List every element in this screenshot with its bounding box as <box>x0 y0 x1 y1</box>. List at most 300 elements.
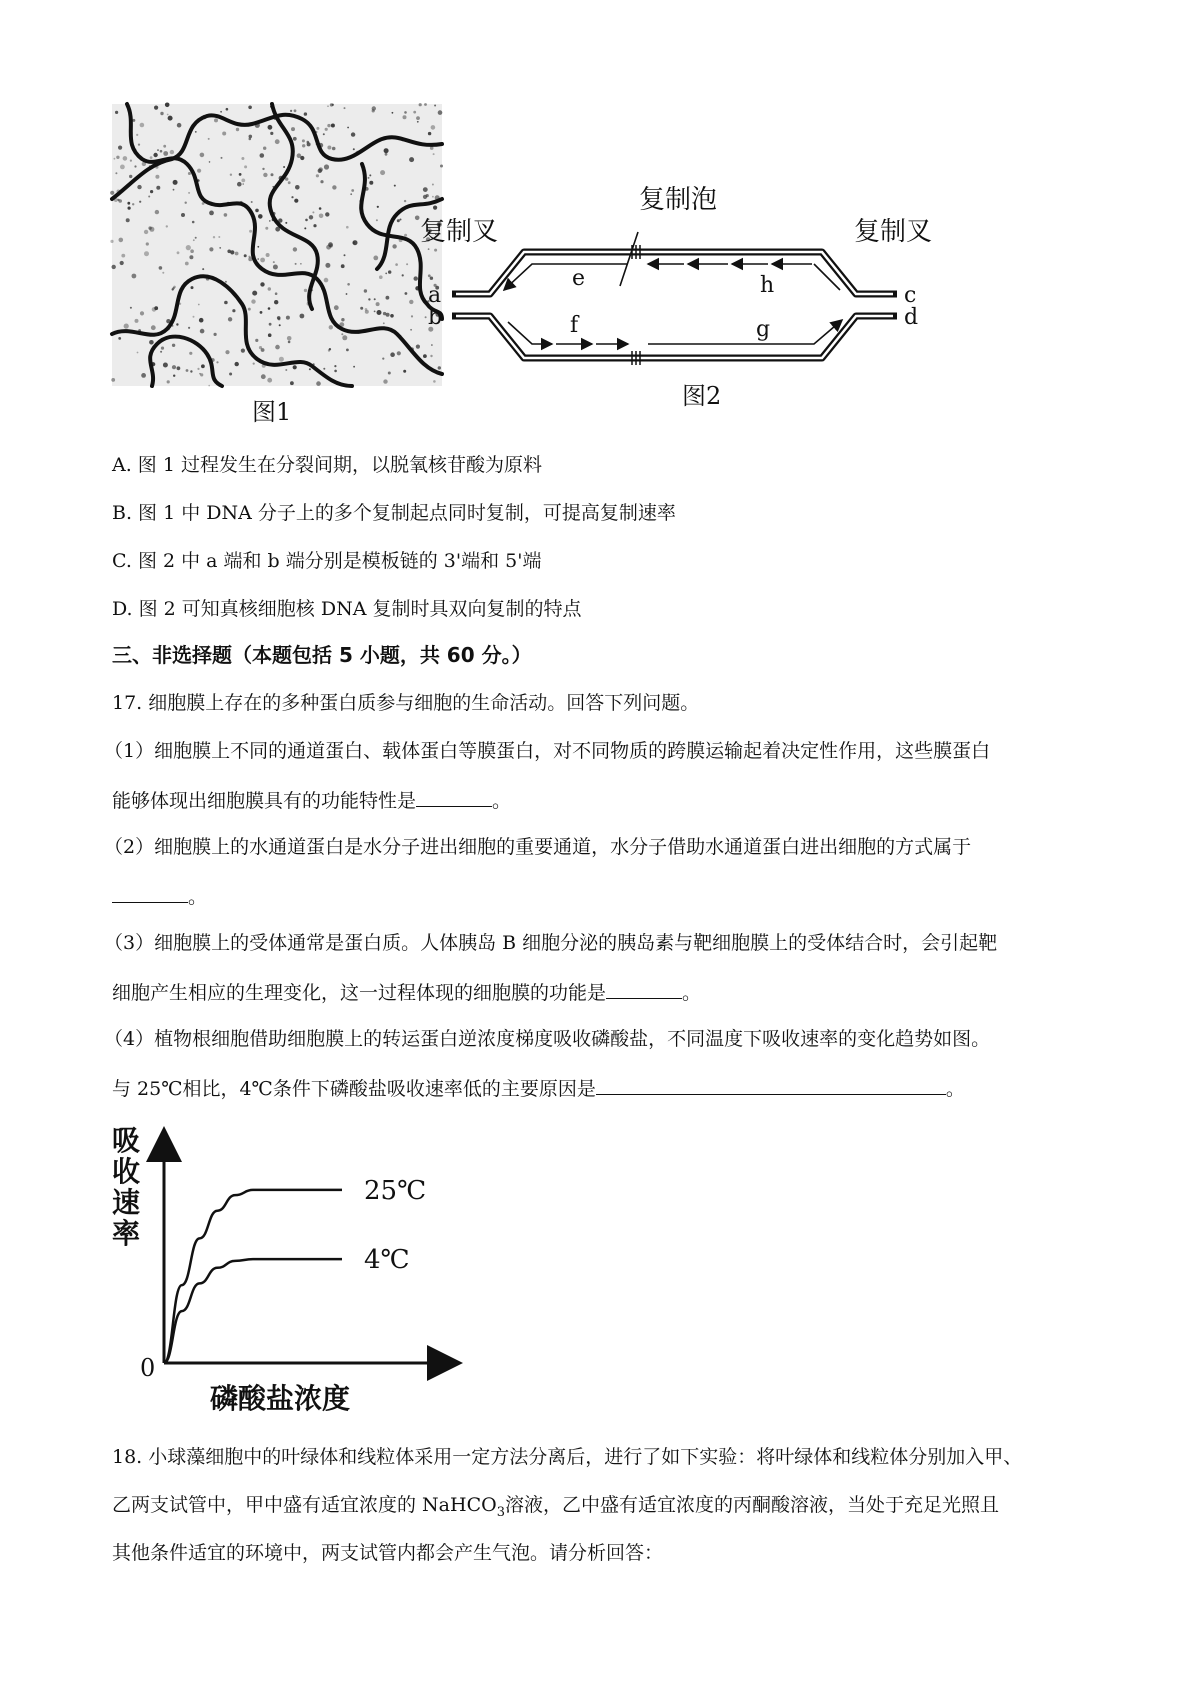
micrograph-speck <box>115 172 117 174</box>
micrograph-speck <box>411 315 413 317</box>
micrograph-speck <box>209 161 211 163</box>
micrograph-speck <box>112 265 116 269</box>
micrograph-speck <box>138 144 140 146</box>
micrograph-speck <box>291 196 293 198</box>
micrograph-speck <box>111 378 115 382</box>
micrograph-speck <box>266 253 270 257</box>
micrograph-speck <box>185 202 187 204</box>
micrograph-speck <box>283 166 285 168</box>
micrograph-speck <box>433 153 435 155</box>
x-axis-label: 磷酸盐浓度 <box>210 1382 351 1415</box>
micrograph-speck <box>347 127 349 129</box>
q17-stem: 17. 细胞膜上存在的多种蛋白质参与细胞的生命活动。回答下列问题。 <box>112 692 700 714</box>
micrograph-speck <box>224 213 228 217</box>
micrograph-speck <box>275 292 278 295</box>
micrograph-speck <box>376 219 378 221</box>
micrograph-speck <box>386 313 390 317</box>
micrograph-speck <box>323 133 325 135</box>
micrograph-speck <box>331 124 335 128</box>
micrograph-speck <box>173 189 175 191</box>
micrograph-speck <box>160 112 163 115</box>
micrograph-speck <box>173 180 178 185</box>
micrograph-speck <box>255 339 258 342</box>
micrograph-speck <box>302 144 305 147</box>
micrograph-speck <box>397 219 400 222</box>
micrograph-speck <box>332 185 336 189</box>
micrograph-speck <box>410 329 412 331</box>
micrograph-speck <box>225 350 229 354</box>
micrograph-speck <box>165 103 170 108</box>
q18-line3: 其他条件适宜的环境中，两支试管内都会产生气泡。请分析回答： <box>112 1542 664 1564</box>
q18-line2-b: 溶液，乙中盛有适宜浓度的丙酮酸溶液，当处于充足光照且 <box>504 1494 999 1516</box>
micrograph-speck <box>295 185 300 190</box>
micrograph-speck <box>360 307 363 310</box>
micrograph-speck <box>273 261 275 263</box>
micrograph-speck <box>148 196 150 198</box>
micrograph-speck <box>403 115 407 119</box>
q17-answer-blank-4[interactable] <box>596 1074 946 1095</box>
micrograph-speck <box>316 381 321 386</box>
micrograph-speck <box>434 105 436 107</box>
micrograph-speck <box>118 337 121 340</box>
micrograph-speck <box>159 266 163 270</box>
micrograph-speck <box>128 207 131 210</box>
micrograph-speck <box>221 157 223 159</box>
micrograph-speck <box>419 103 422 106</box>
micrograph-speck <box>324 278 329 283</box>
micrograph-speck <box>438 366 441 369</box>
micrograph-speck <box>369 181 373 185</box>
micrograph-speck <box>268 307 271 310</box>
micrograph-speck <box>341 264 345 268</box>
micrograph-speck <box>163 145 166 148</box>
micrograph-speck <box>151 325 156 330</box>
micrograph-speck <box>136 134 138 136</box>
micrograph-speck <box>241 179 245 183</box>
q17-end-mark-3: 。 <box>682 982 702 1004</box>
micrograph-speck <box>197 169 201 173</box>
micrograph-speck <box>364 289 367 292</box>
micrograph-speck <box>237 182 242 187</box>
micrograph-speck <box>249 138 252 141</box>
micrograph-speck <box>300 314 305 319</box>
micrograph-speck <box>290 110 292 112</box>
micrograph-speck <box>230 174 232 176</box>
micrograph-speck <box>268 333 272 337</box>
micrograph-speck <box>400 219 402 221</box>
figure-1-micrograph <box>112 104 442 386</box>
micrograph-speck <box>172 365 176 369</box>
micrograph-speck <box>325 263 330 268</box>
micrograph-speck <box>200 329 205 334</box>
fork-right-label: 复制叉 <box>854 217 933 247</box>
micrograph-speck <box>390 352 395 357</box>
micrograph-speck <box>129 175 132 178</box>
micrograph-speck <box>118 146 122 150</box>
micrograph-speck <box>162 272 164 274</box>
micrograph-speck <box>265 227 268 230</box>
micrograph-speck <box>197 368 199 370</box>
micrograph-speck <box>332 147 336 151</box>
micrograph-speck <box>279 357 284 362</box>
end-label-c: c <box>904 283 917 308</box>
micrograph-speck <box>141 373 146 378</box>
micrograph-speck <box>140 311 144 315</box>
micrograph-speck <box>268 287 271 290</box>
micrograph-speck <box>154 106 158 110</box>
micrograph-speck <box>285 177 288 180</box>
micrograph-speck <box>144 230 148 234</box>
micrograph-speck <box>295 263 297 265</box>
micrograph-speck <box>170 150 174 154</box>
micrograph-speck <box>262 168 264 170</box>
micrograph-speck <box>428 274 431 277</box>
y-axis-label-char: 吸 <box>112 1124 141 1157</box>
micrograph-speck <box>135 319 139 323</box>
micrograph-speck <box>260 311 263 314</box>
micrograph-speck <box>255 209 259 213</box>
micrograph-speck <box>200 373 203 376</box>
micrograph-speck <box>334 370 337 373</box>
micrograph-speck <box>291 127 295 131</box>
micrograph-speck <box>116 156 119 159</box>
micrograph-speck <box>163 151 168 156</box>
micrograph-speck <box>114 158 116 160</box>
micrograph-speck <box>199 318 204 323</box>
micrograph-speck <box>392 244 396 248</box>
micrograph-speck <box>195 237 197 239</box>
micrograph-speck <box>117 199 119 201</box>
micrograph-speck <box>319 207 322 210</box>
micrograph-speck <box>385 153 388 156</box>
q17-part1-line2 <box>112 786 511 814</box>
q18-line2 <box>112 1492 999 1526</box>
micrograph-speck <box>305 219 308 222</box>
micrograph-speck <box>329 244 333 248</box>
micrograph-speck <box>236 128 239 131</box>
micrograph-speck <box>383 379 387 383</box>
micrograph-speck <box>278 318 281 321</box>
micrograph-speck <box>198 304 200 306</box>
micrograph-speck <box>404 234 407 237</box>
q18-line1: 18. 小球藻细胞中的叶绿体和线粒体采用一定方法分离后，进行了如下实验：将叶绿体和线粒体分别加入甲、 <box>112 1446 1023 1468</box>
micrograph-speck <box>304 289 307 292</box>
q17-answer-blank-1[interactable] <box>416 786 492 807</box>
option-a: A. 图 1 过程发生在分裂间期，以脱氧核苷酸为原料 <box>112 454 542 476</box>
micrograph-speck <box>414 276 418 280</box>
figure-2-replication-bubble <box>420 185 952 365</box>
micrograph-speck <box>225 281 227 283</box>
q17-part1-text: 能够体现出细胞膜具有的功能特性是 <box>112 790 417 812</box>
micrograph-speck <box>132 274 137 279</box>
segment-label-g: g <box>756 317 771 342</box>
micrograph-speck <box>163 363 168 368</box>
micrograph-speck <box>120 261 124 265</box>
micrograph-speck <box>432 196 434 198</box>
micrograph-speck <box>275 345 280 350</box>
micrograph-speck <box>269 323 272 326</box>
micrograph-speck <box>325 212 329 216</box>
micrograph-speck <box>351 189 354 192</box>
micrograph-speck <box>226 108 229 111</box>
micrograph-speck <box>263 147 266 150</box>
micrograph-speck <box>425 316 427 318</box>
micrograph-speck <box>313 224 316 227</box>
micrograph-speck <box>154 306 158 310</box>
micrograph-speck <box>353 366 355 368</box>
micrograph-speck <box>286 316 290 320</box>
micrograph-speck <box>440 165 443 168</box>
bubble-label: 复制泡 <box>638 185 718 215</box>
micrograph-speck <box>137 185 141 189</box>
micrograph-speck <box>150 156 153 159</box>
micrograph-speck <box>195 131 197 133</box>
micrograph-speck <box>202 268 204 270</box>
micrograph-speck <box>293 365 297 369</box>
micrograph-speck <box>416 345 420 349</box>
q17-answer-blank-2[interactable] <box>112 882 188 903</box>
micrograph-speck <box>172 287 174 289</box>
micrograph-speck <box>185 262 189 266</box>
micrograph-speck <box>341 333 343 335</box>
micrograph-speck <box>368 177 370 179</box>
micrograph-speck <box>260 258 265 263</box>
micrograph-speck <box>115 111 118 114</box>
micrograph-speck <box>377 310 382 315</box>
micrograph-speck <box>173 375 175 377</box>
micrograph-speck <box>374 298 376 300</box>
micrograph-speck <box>274 300 278 304</box>
micrograph-speck <box>157 149 159 151</box>
micrograph-speck <box>242 183 244 185</box>
micrograph-speck <box>208 138 210 140</box>
segment-label-f: f <box>570 313 579 338</box>
micrograph-speck <box>428 248 430 250</box>
micrograph-speck <box>285 369 287 371</box>
micrograph-speck <box>248 106 252 110</box>
micrograph-speck <box>186 245 191 250</box>
q17-part2-line2 <box>112 882 207 910</box>
micrograph-speck <box>334 305 339 310</box>
micrograph-speck <box>259 346 262 349</box>
micrograph-speck <box>270 132 273 135</box>
micrograph-speck <box>394 185 396 187</box>
micrograph-speck <box>404 200 406 202</box>
micrograph-speck <box>328 349 330 351</box>
micrograph-speck <box>214 333 217 336</box>
micrograph-speck <box>434 249 437 252</box>
q17-answer-blank-3[interactable] <box>606 978 682 999</box>
micrograph-speck <box>353 148 355 150</box>
micrograph-speck <box>380 170 385 175</box>
micrograph-speck <box>416 116 420 120</box>
micrograph-speck <box>409 300 413 304</box>
micrograph-speck <box>379 275 383 279</box>
micrograph-speck <box>257 246 259 248</box>
micrograph-speck <box>324 164 329 169</box>
micrograph-speck <box>121 254 125 258</box>
micrograph-speck <box>261 374 266 379</box>
micrograph-speck <box>137 352 139 354</box>
micrograph-speck <box>390 314 394 318</box>
y-axis-label-char: 率 <box>112 1217 141 1250</box>
series-label-1: 4℃ <box>364 1245 410 1276</box>
micrograph-speck <box>341 318 344 321</box>
micrograph-speck <box>304 227 306 229</box>
micrograph-speck <box>323 368 325 370</box>
q17-part3-line2 <box>112 978 701 1006</box>
micrograph-speck <box>208 385 210 387</box>
micrograph-speck <box>372 106 376 110</box>
micrograph-speck <box>417 121 419 123</box>
micrograph-speck <box>346 349 349 352</box>
micrograph-speck <box>300 156 304 160</box>
micrograph-speck <box>271 173 274 176</box>
micrograph-speck <box>200 153 205 158</box>
micrograph-speck <box>120 165 125 170</box>
micrograph-speck <box>258 214 263 219</box>
micrograph-speck <box>146 242 149 245</box>
micrograph-speck <box>383 322 385 324</box>
micrograph-speck <box>433 380 436 383</box>
micrograph-speck <box>405 292 408 295</box>
q17-end-mark-4: 。 <box>945 1078 965 1100</box>
micrograph-speck <box>342 335 347 340</box>
micrograph-speck <box>267 378 272 383</box>
micrograph-speck <box>346 226 349 229</box>
segment-label-h: h <box>760 273 775 298</box>
micrograph-speck <box>127 202 130 205</box>
micrograph-speck <box>249 135 253 139</box>
micrograph-speck <box>409 157 414 162</box>
series-line-1 <box>164 1259 342 1363</box>
micrograph-speck <box>209 247 213 251</box>
micrograph-speck <box>369 174 371 176</box>
end-label-d: d <box>904 305 919 330</box>
micrograph-speck <box>397 351 401 355</box>
micrograph-speck <box>153 153 157 157</box>
micrograph-speck <box>232 309 235 312</box>
micrograph-speck <box>275 139 280 144</box>
micrograph-speck <box>344 107 346 109</box>
micrograph-speck <box>249 230 252 233</box>
micrograph-speck <box>161 347 164 350</box>
micrograph-speck <box>430 355 432 357</box>
micrograph-speck <box>288 341 291 344</box>
micrograph-speck <box>319 167 323 171</box>
y-axis-label <box>112 1124 140 1250</box>
phosphate-uptake-chart <box>112 1118 492 1418</box>
micrograph-speck <box>431 344 433 346</box>
option-b: B. 图 1 中 DNA 分子上的多个复制起点同时复制，可提高复制速率 <box>112 502 676 524</box>
micrograph-speck <box>377 206 379 208</box>
micrograph-speck <box>251 299 255 303</box>
micrograph-speck <box>244 165 247 168</box>
micrograph-speck <box>155 175 159 179</box>
micrograph-speck <box>287 336 292 341</box>
micrograph-speck <box>351 132 355 136</box>
micrograph-speck <box>423 354 427 358</box>
micrograph-speck <box>177 123 182 128</box>
figure-1-caption: 图1 <box>252 398 292 426</box>
micrograph-speck <box>235 252 239 256</box>
micrograph-speck <box>316 174 319 177</box>
micrograph-speck <box>213 236 215 238</box>
micrograph-speck <box>230 250 234 254</box>
y-axis-label-char: 收 <box>112 1155 141 1188</box>
micrograph-speck <box>218 236 220 238</box>
micrograph-speck <box>285 222 287 224</box>
micrograph-speck <box>252 291 257 296</box>
micrograph-speck <box>316 127 319 130</box>
y-axis-label-char: 速 <box>112 1186 141 1219</box>
q18-line2-a: 乙两支试管中，甲中盛有适宜浓度的 NaHCO <box>112 1494 497 1516</box>
fork-left-label: 复制叉 <box>420 217 499 247</box>
micrograph-speck <box>309 215 313 219</box>
micrograph-speck <box>220 111 222 113</box>
micrograph-speck <box>130 307 132 309</box>
micrograph-speck <box>423 195 427 199</box>
micrograph-speck <box>177 366 181 370</box>
micrograph-speck <box>193 239 195 241</box>
micrograph-speck <box>334 365 336 367</box>
micrograph-speck <box>395 263 398 266</box>
q17-end-mark-1: 。 <box>492 790 512 812</box>
micrograph-speck <box>353 240 358 245</box>
micrograph-speck <box>134 165 136 167</box>
q18-subscript: 3 <box>496 1504 505 1520</box>
micrograph-speck <box>374 311 376 313</box>
micrograph-speck <box>433 206 437 210</box>
micrograph-speck <box>424 103 427 106</box>
micrograph-speck <box>188 192 190 194</box>
micrograph-speck <box>415 216 420 221</box>
micrograph-speck <box>172 344 175 347</box>
micrograph-speck <box>189 352 192 355</box>
micrograph-speck <box>140 123 145 128</box>
end-label-a: a <box>428 283 442 308</box>
micrograph-speck <box>181 213 185 217</box>
micrograph-speck <box>176 323 178 325</box>
micrograph-speck <box>302 139 305 142</box>
micrograph-speck <box>288 181 291 184</box>
micrograph-speck <box>431 125 436 130</box>
micrograph-speck <box>257 258 259 260</box>
micrograph-speck <box>192 221 195 224</box>
micrograph-speck <box>219 247 221 249</box>
micrograph-speck <box>235 362 239 366</box>
micrograph-speck <box>392 112 394 114</box>
micrograph-speck <box>168 116 173 121</box>
micrograph-speck <box>155 210 159 214</box>
micrograph-speck <box>430 277 433 280</box>
micrograph-speck <box>253 363 255 365</box>
micrograph-speck <box>263 173 267 177</box>
micrograph-speck <box>251 201 253 203</box>
micrograph-speck <box>304 112 307 115</box>
micrograph-speck <box>312 211 314 213</box>
micrograph-speck <box>144 251 149 256</box>
micrograph-speck <box>214 118 218 122</box>
micrograph-speck <box>268 125 273 130</box>
micrograph-speck <box>293 137 297 141</box>
micrograph-speck <box>329 325 333 329</box>
micrograph-speck <box>190 370 192 372</box>
micrograph-speck <box>222 132 226 136</box>
micrograph-speck <box>404 111 407 114</box>
micrograph-speck <box>320 180 323 183</box>
micrograph-speck <box>279 324 281 326</box>
